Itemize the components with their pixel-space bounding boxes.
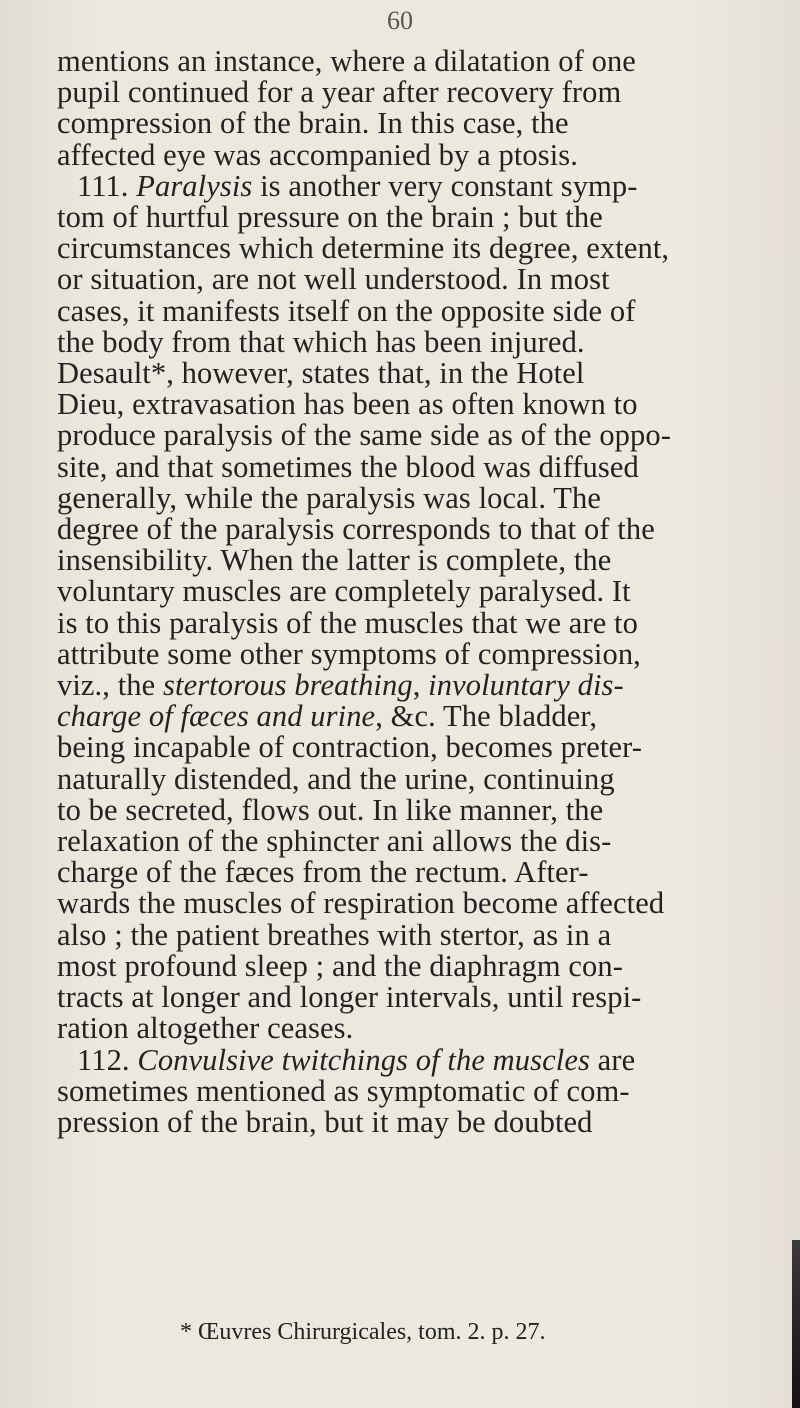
text-line-italic-terms: viz., the stertorous breathing, involuntary dis-	[57, 668, 624, 703]
text-line: sometimes mentioned as symptomatic of com-	[57, 1073, 630, 1108]
text-line: generally, while the paralysis was local. The	[57, 480, 601, 515]
text-line: Desault*, however, states that, in the Hotel	[57, 356, 585, 391]
text-line: pression of the brain, but it may be doubted	[57, 1104, 593, 1139]
text-line: charge of the fæces from the rectum. After-	[57, 855, 589, 890]
text-line-italic-terms: charge of fæces and urine, &c. The bladder,	[57, 699, 598, 734]
text-line: naturally distended, and the urine, continuing	[57, 761, 615, 796]
paragraph-111-heading: 111. Paralysis is another very constant symp-	[77, 168, 638, 203]
text-line: also ; the patient breathes with stertor, as in a	[57, 917, 612, 952]
text-line: relaxation of the sphincter ani allows the dis-	[57, 824, 612, 859]
footnote: * Œuvres Chirurgicales, tom. 2. p. 27.	[180, 1319, 546, 1345]
text-line: degree of the paralysis corresponds to that of the	[57, 512, 655, 547]
text-line: tom of hurtful pressure on the brain ; but the	[57, 200, 603, 235]
body-text	[57, 46, 792, 1138]
text-line: the body from that which has been injured.	[57, 324, 585, 359]
text-line: produce paralysis of the same side as of the oppo-	[57, 418, 671, 453]
text-line: circumstances which determine its degree, extent,	[57, 231, 670, 266]
text-line: most profound sleep ; and the diaphragm con-	[57, 948, 623, 983]
page-edge-shadow	[792, 1240, 800, 1408]
text-line: voluntary muscles are completely paralysed. It	[57, 574, 631, 609]
text-line: tracts at longer and longer intervals, until respi-	[57, 980, 642, 1015]
text-line: cases, it manifests itself on the opposite side of	[57, 293, 636, 328]
text-line: is to this paralysis of the muscles that we are to	[57, 605, 638, 640]
text-line: wards the muscles of respiration become affected	[57, 886, 665, 921]
text-line: being incapable of contraction, becomes preter-	[57, 730, 643, 765]
page-number: 60	[387, 6, 413, 35]
text-line: insensibility. When the latter is complete, the	[57, 543, 612, 578]
text-line: ration altogether ceases.	[57, 1011, 354, 1046]
text-line: site, and that sometimes the blood was diffused	[57, 449, 639, 484]
text-line: to be secreted, flows out. In like manner, the	[57, 792, 604, 827]
paragraph-112-start: 112. Convulsive twitchings of the muscles are	[77, 1042, 636, 1077]
text-line: compression of the brain. In this case, the	[57, 106, 569, 141]
text-line: mentions an instance, where a dilatation of one	[57, 44, 636, 78]
text-line: or situation, are not well understood. In most	[57, 262, 610, 297]
text-line: attribute some other symptoms of compression,	[57, 636, 641, 671]
text-line: affected eye was accompanied by a ptosis.	[57, 137, 578, 172]
text-line: Dieu, extravasation has been as often known to	[57, 387, 638, 422]
paragraph-111-start	[57, 168, 792, 203]
text-line: pupil continued for a year after recovery from	[57, 75, 622, 110]
